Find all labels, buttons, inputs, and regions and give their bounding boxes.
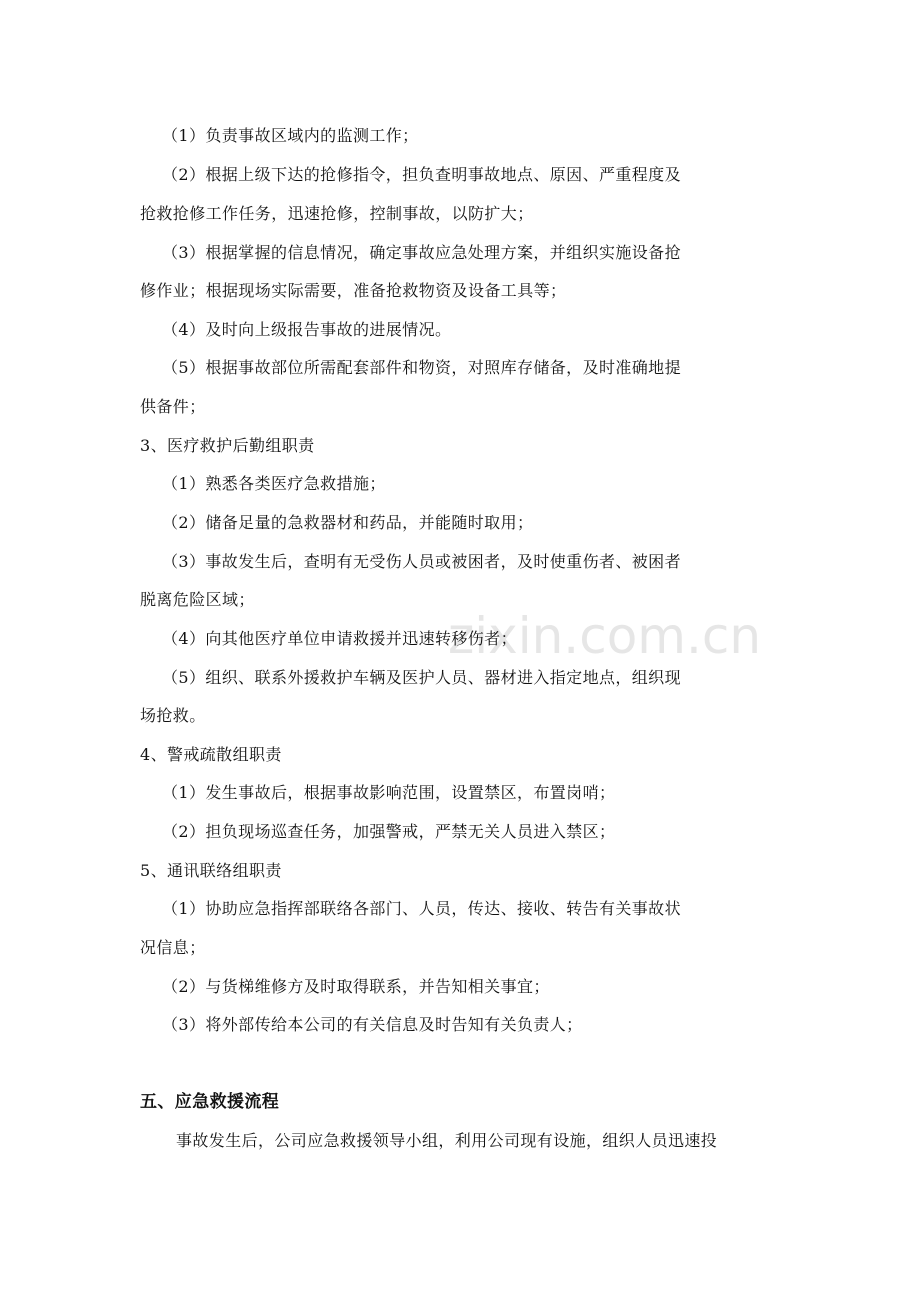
duty-item: （2）担负现场巡查任务，加强警戒，严禁无关人员进入禁区； <box>162 822 616 841</box>
section-heading: 五、应急救援流程 <box>140 1092 280 1112</box>
duty-item: （1）熟悉各类医疗急救措施； <box>162 474 386 493</box>
watermark: zixin.com.cn <box>448 607 762 665</box>
duty-item-continuation: 修作业；根据现场实际需要，准备抢救物资及设备工具等； <box>140 281 567 300</box>
duty-item: （1）负责事故区域内的监测工作； <box>162 126 419 145</box>
duty-item: （2）与货梯维修方及时取得联系，并告知相关事宜； <box>162 977 550 996</box>
duty-item: （2）储备足量的急救器材和药品，并能随时取用； <box>162 513 534 532</box>
duty-item: （3）事故发生后，查明有无受伤人员或被困者，及时使重伤者、被困者 <box>162 552 681 571</box>
duty-item-continuation: 况信息； <box>140 938 206 957</box>
duty-item: （3）将外部传给本公司的有关信息及时告知有关负责人； <box>162 1015 583 1034</box>
duty-item-continuation: 抢救抢修工作任务，迅速抢修，控制事故，以防扩大； <box>140 204 534 223</box>
group-heading: 5、通讯联络组职责 <box>140 861 282 880</box>
duty-item: （3）根据掌握的信息情况，确定事故应急处理方案，并组织实施设备抢 <box>162 243 681 262</box>
section-paragraph: 事故发生后，公司应急救援领导小组，利用公司现有设施，组织人员迅速投 <box>176 1131 718 1150</box>
duty-item: （2）根据上级下达的抢修指令，担负查明事故地点、原因、严重程度及 <box>162 165 681 184</box>
duty-item: （1）协助应急指挥部联络各部门、人员，传达、接收、转告有关事故状 <box>162 899 681 918</box>
duty-item: （4）向其他医疗单位申请救援并迅速转移伤者； <box>162 629 517 648</box>
group-heading: 4、警戒疏散组职责 <box>140 745 282 764</box>
duty-item: （5）组织、联系外援救护车辆及医护人员、器材进入指定地点，组织现 <box>162 668 681 687</box>
duty-item: （1）发生事故后，根据事故影响范围，设置禁区，布置岗哨； <box>162 783 616 802</box>
duty-item-continuation: 供备件； <box>140 397 206 416</box>
group-heading: 3、医疗救护后勤组职责 <box>140 436 315 455</box>
duty-item-continuation: 场抢救。 <box>140 706 206 725</box>
duty-item: （4）及时向上级报告事故的进展情况。 <box>162 320 452 339</box>
duty-item-continuation: 脱离危险区域； <box>140 590 255 609</box>
duty-item: （5）根据事故部位所需配套部件和物资，对照库存储备，及时准确地提 <box>162 358 681 377</box>
